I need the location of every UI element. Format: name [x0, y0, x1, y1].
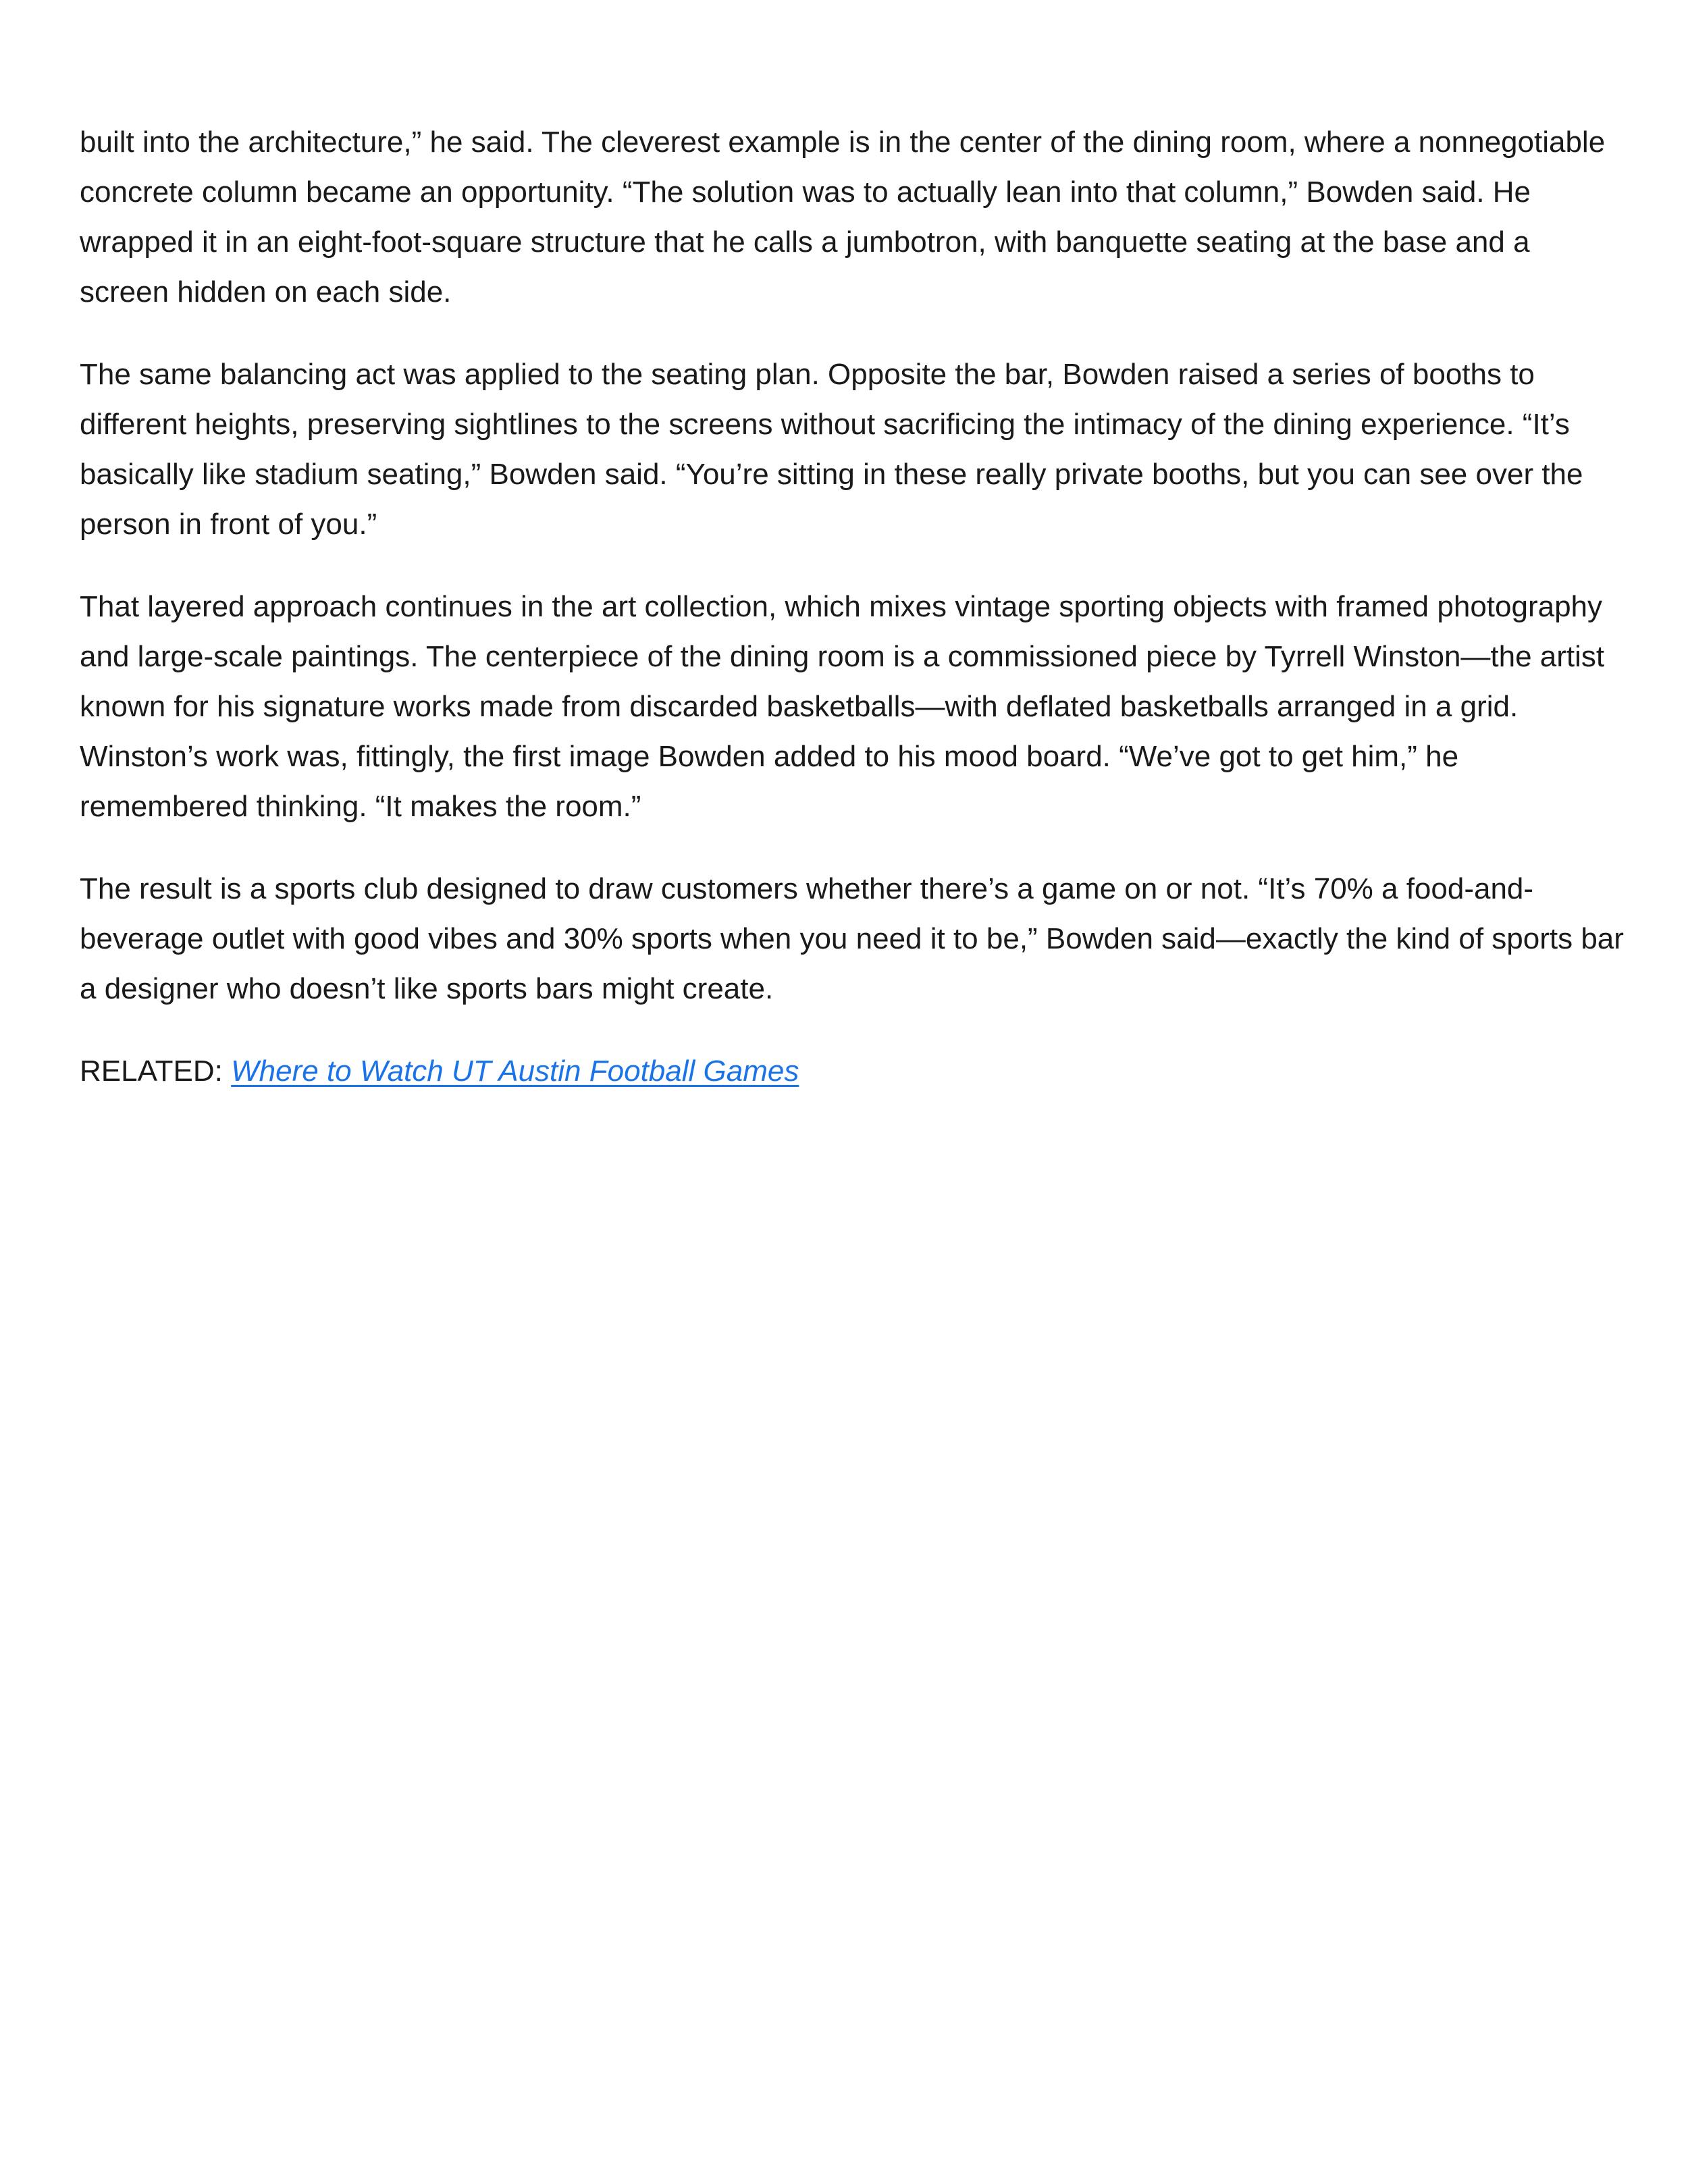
- paragraph-3: That layered approach continues in the art collection, which mixes vintage sporting objects with framed photography and large-scale paintings. The centerpiece of the dining room is a commissioned piece by Tyrrell Winston—the artist known for his signature works made from discarded basketballs—with deflated basketballs arranged in a grid. Winston’s work was, fittingly, the first image Bowden added to his mood board. “We’ve got to get him,” he remembered thinking. “It makes the room.”: [80, 590, 1605, 823]
- related-line: [80, 1046, 1626, 1096]
- related-article-link[interactable]: Where to Watch UT Austin Football Games: [231, 1055, 799, 1088]
- article-body: [80, 117, 1626, 1096]
- paragraph-4: The result is a sports club designed to draw customers whether there’s a game on or not. “It’s 70% a food-and-beverage outlet with good vibes and 30% sports when you need it to be,” Bowden said—exactly the kind of sports bar a designer who doesn’t like sports bars might create.: [80, 872, 1624, 1005]
- paragraph-1: built into the architecture,” he said. The cleverest example is in the center of the dining room, where a nonnegotiable concrete column became an opportunity. “The solution was to actually lean into that column,” Bowden said. He wrapped it in an eight-foot-square structure that he calls a jumbotron, with banquette seating at the base and a screen hidden on each side.: [80, 126, 1606, 309]
- paragraph-2: The same balancing act was applied to the seating plan. Opposite the bar, Bowden raised a series of booths to different heights, preserving sightlines to the screens without sacrificing the intimacy of the dining experience. “It’s basically like stadium seating,” Bowden said. “You’re sitting in these really private booths, but you can see over the person in front of you.”: [80, 358, 1583, 541]
- related-prefix: RELATED:: [80, 1055, 232, 1088]
